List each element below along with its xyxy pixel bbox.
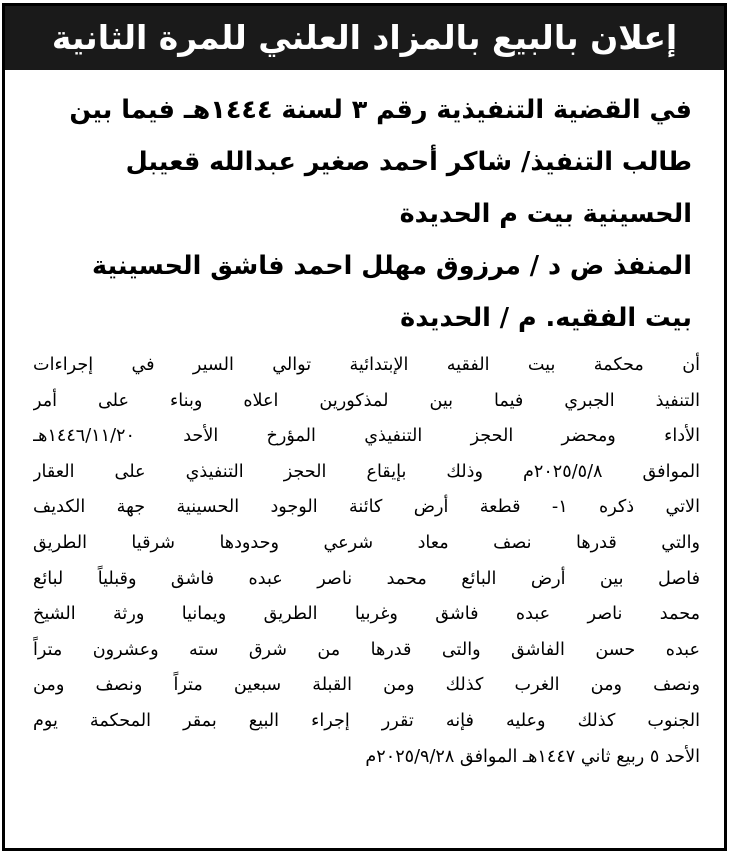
auction-notice [2, 3, 727, 851]
body-line: أن محكمة بيت الفقيه الإبتدائية توالي السير في إجراءات [33, 355, 700, 375]
debtor-address-line: بيت الفقيه. م / الحديدة [400, 303, 692, 333]
body-line: محمد ناصر عبده فاشق وغربيا الطريق ويمانيا ورثة الشيخ [33, 604, 700, 625]
debtor-line: المنفذ ض د / مرزوق مهلل احمد فاشق الحسينية [91, 251, 692, 281]
body-line-last: الأحد ٥ ربيع ثاني ١٤٤٧هـ الموافق ٢٠٢٥/٩/٢٨م [365, 746, 700, 767]
body-line: عبده حسن الفاشق والتى قدرها من شرق سته وعشرون متراً [33, 639, 700, 660]
notice-title: إعلان بالبيع بالمزاد العلني للمرة الثانية [5, 6, 724, 70]
case-line: في القضية التنفيذية رقم ٣ لسنة ١٤٤٤هـ فيما بين [69, 95, 692, 125]
notice-body [5, 348, 724, 775]
body-line: فاصل بين أرض البائع محمد ناصر عبده فاشق وقبلياً لبائع [33, 568, 700, 589]
body-line: الموافق ٢٠٢٥/٥/٨م وذلك بإيقاع الحجز التنفيذي على العقار [33, 461, 700, 482]
claimant-address-line: الحسينية بيت م الحديدة [399, 199, 692, 229]
body-line: الجنوب كذلك وعليه فإنه تقرر إجراء البيع بمقر المحكمة يوم [33, 710, 700, 731]
body-line: والتي قدرها نصف معاد شرعي وحدودها شرقيا الطريق [33, 532, 700, 553]
body-line: الأداء ومحضر الحجز التنفيذي المؤرخ الأحد ١٤٤٦/١١/٢٠هـ [33, 426, 700, 447]
body-line: الاتي ذكره ١- قطعة أرض كائنة الوجود الحسينية جهة الكديف [33, 497, 700, 518]
claimant-line: طالب التنفيذ/ شاكر أحمد صغير عبدالله قعيبل [125, 147, 692, 177]
body-line: ونصف ومن الغرب كذلك ومن القبلة سبعين متراً ونصف ومن [33, 675, 700, 696]
parties-section [5, 84, 724, 344]
body-line: التنفيذ الجبري فيما بين لمذكورين اعلاه وبناء على أمر [33, 390, 700, 411]
